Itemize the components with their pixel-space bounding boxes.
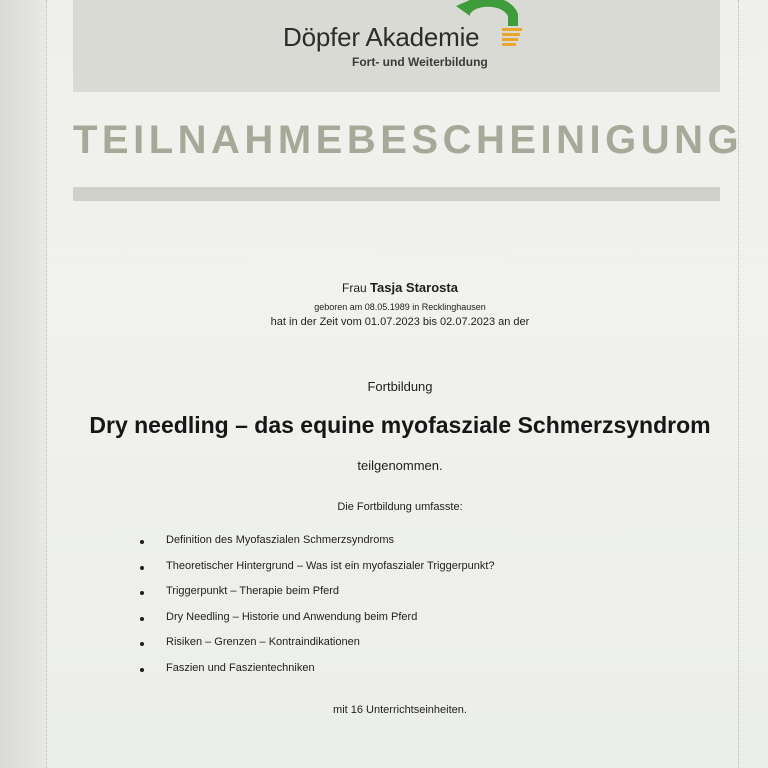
topic-text: Risiken – Grenzen – Kontraindikationen xyxy=(166,636,360,648)
bullet-icon xyxy=(140,617,144,621)
participated-text: teilgenommen. xyxy=(357,458,443,473)
list-item xyxy=(140,585,495,611)
course-type: Fortbildung xyxy=(367,379,433,394)
page-edge-shadow xyxy=(0,0,46,768)
bullet-icon xyxy=(140,642,144,646)
birth-line: geboren am 08.05.1989 in Recklinghausen xyxy=(314,302,486,312)
participant-name: Tasja Starosta xyxy=(370,280,458,295)
title-underline-bar xyxy=(73,187,720,201)
salutation: Frau xyxy=(342,281,367,295)
left-dotted-border xyxy=(46,0,47,768)
list-item xyxy=(140,534,495,560)
bullet-icon xyxy=(140,668,144,672)
list-item xyxy=(140,636,495,662)
period-line: hat in der Zeit vom 01.07.2023 bis 02.07.2023 an der xyxy=(270,316,530,328)
bullet-icon xyxy=(140,540,144,544)
bullet-icon xyxy=(140,591,144,595)
participant-line xyxy=(60,280,740,295)
topic-list xyxy=(140,534,495,687)
logo-name: Döpfer Akademie xyxy=(283,22,480,52)
units-line: mit 16 Unterrichtseinheiten. xyxy=(333,704,467,716)
includes-label: Die Fortbildung umfasste: xyxy=(337,501,463,513)
certificate-title: TEILNAHMEBESCHEINIGUNG xyxy=(73,118,744,162)
list-item xyxy=(140,662,495,688)
topic-text: Triggerpunkt – Therapie beim Pferd xyxy=(166,585,340,597)
list-item xyxy=(140,611,495,637)
bullet-icon xyxy=(140,566,144,570)
course-title: Dry needling – das equine myofasziale Schmerzsyndrom xyxy=(89,412,711,438)
topic-text: Dry Needling – Historie und Anwendung beim Pferd xyxy=(166,610,418,623)
topic-text: Definition des Myofaszialen Schmerzsyndroms xyxy=(166,534,395,546)
logo-arrow-icon xyxy=(452,0,526,48)
topic-text: Faszien und Faszientechniken xyxy=(166,661,315,674)
logo-subtitle: Fort- und Weiterbildung xyxy=(352,55,488,69)
list-item xyxy=(140,560,495,586)
topic-text: Theoretischer Hintergrund – Was ist ein myofaszialer Triggerpunkt? xyxy=(166,559,495,572)
